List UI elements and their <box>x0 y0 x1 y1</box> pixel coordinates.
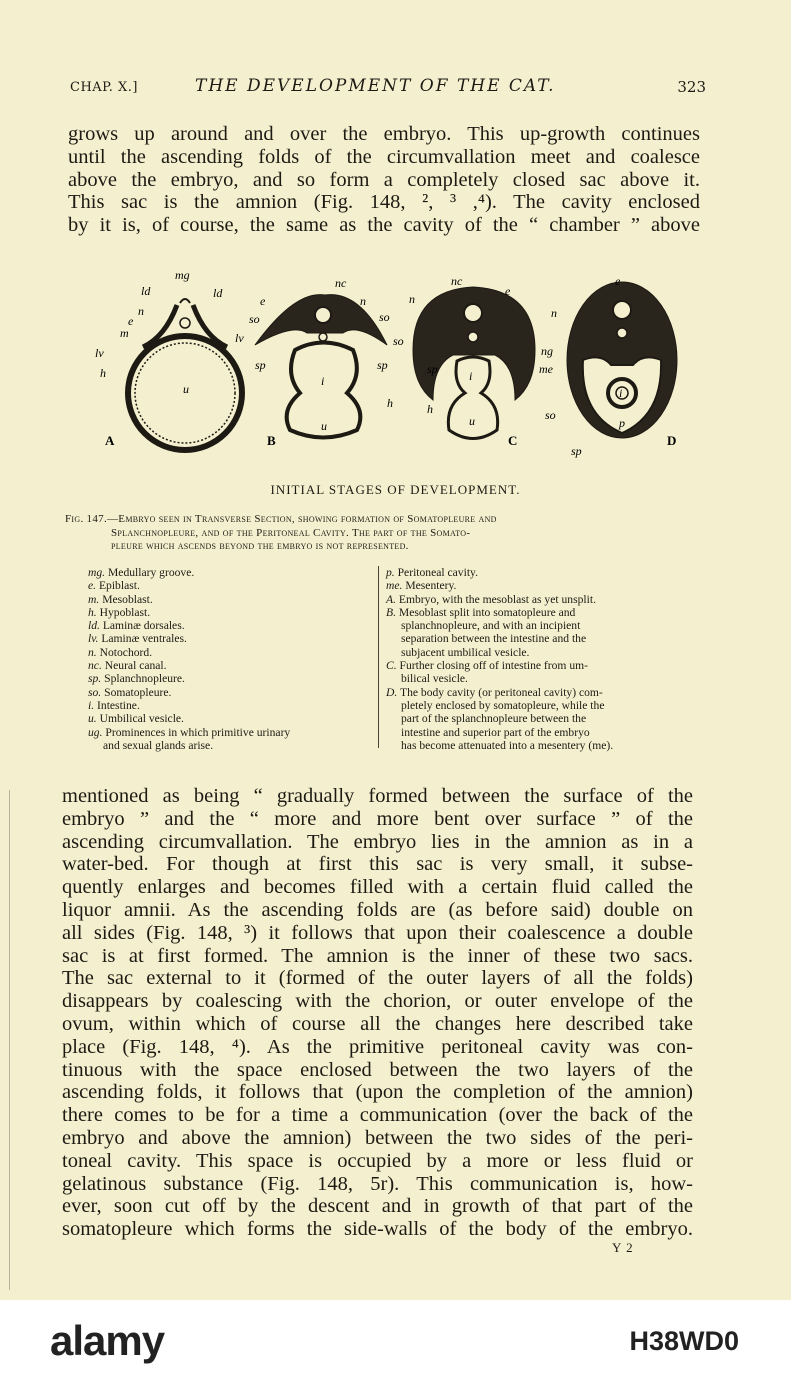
legend-text: bilical vesicle. <box>401 672 468 686</box>
legend-row <box>386 659 696 672</box>
legend-text: part of the splanchnopleure between the <box>401 712 587 726</box>
legend-text: Embryo, with the mesoblast as yet unsplit. <box>398 592 596 606</box>
legend-text: Mesoblast split into somatopleure and <box>398 605 576 619</box>
label-b-u: u <box>321 419 327 433</box>
legend-row <box>88 593 368 606</box>
panel-b-diagram <box>255 295 387 438</box>
legend-text: Notochord. <box>99 645 153 659</box>
label-d-so: so <box>545 408 556 422</box>
panel-a-diagram <box>128 299 242 450</box>
text-line: above the embryo, and so form a completely closed sac above it. <box>68 168 700 191</box>
watermark-logo: alamy <box>50 1317 165 1364</box>
label-a-lv-right: lv <box>235 331 244 345</box>
label-a-ld-right: ld <box>213 286 223 300</box>
text-line: place (Fig. 148, ⁴). As the primitive peritoneal cavity was con- <box>62 1035 693 1058</box>
body-paragraph-main <box>62 785 693 1241</box>
label-b-e: e <box>260 294 266 308</box>
legend-divider <box>378 566 379 748</box>
figure-caption <box>65 513 697 554</box>
legend-row <box>88 726 368 739</box>
margin-shadow <box>9 790 10 1290</box>
text-line: gelatinous substance (Fig. 148, 5r). This communication is, how- <box>62 1172 693 1195</box>
text-line: somatopleure which forms the side-walls of the body of the embryo. <box>62 1218 693 1241</box>
panel-d-diagram <box>567 282 677 438</box>
text-line: there comes to be for a time a communication (over the back of the <box>62 1104 693 1127</box>
legend-row <box>88 659 368 672</box>
legend-text: Medullary groove. <box>107 566 195 579</box>
legend-text: The body cavity (or peritoneal cavity) com- <box>399 685 603 699</box>
legend-text: Neural canal. <box>104 659 167 673</box>
text-line: disappears by coalescing with the chorion, or outer envelope of the <box>62 990 693 1013</box>
text-line: liquor amnii. As the ascending folds are (as before said) double on <box>62 898 693 921</box>
label-a-ld-left: ld <box>141 284 151 298</box>
legend-key: C. <box>386 659 397 673</box>
legend-row <box>386 646 696 659</box>
legend-row <box>88 619 368 632</box>
legend-row <box>386 566 696 579</box>
legend-text: splanchnopleure, and with an incipient <box>401 619 581 633</box>
label-d-n: n <box>551 306 557 320</box>
signature-mark: Y 2 <box>612 1240 634 1255</box>
label-a-panel: A <box>105 433 115 448</box>
legend-row <box>386 699 696 712</box>
label-b-h: h <box>387 396 393 410</box>
legend-key: i. <box>88 698 95 712</box>
legend-row <box>88 672 368 685</box>
legend-row <box>386 593 696 606</box>
label-c-sp: sp <box>427 362 438 376</box>
legend-row <box>88 712 368 725</box>
label-b-nc: nc <box>335 276 347 290</box>
legend-row <box>386 672 696 685</box>
embryo-section-figure <box>95 265 695 465</box>
text-line: water-bed. For though at first this sac is very small, it subse- <box>62 853 693 876</box>
legend-text: pletely enclosed by somatopleure, while the <box>401 698 605 712</box>
legend-row <box>88 632 368 645</box>
text-line: embryo and above the amnion) between the two sides of the peri- <box>62 1126 693 1149</box>
text-line: all sides (Fig. 148, ³) it follows that upon their coalescence a double <box>62 921 693 944</box>
legend-text: Umbilical vesicle. <box>99 712 184 726</box>
legend-row <box>88 699 368 712</box>
label-a-n: n <box>138 304 144 318</box>
legend-text: Intestine. <box>97 698 140 712</box>
text-line: tinuous with the space enclosed between the two layers of the <box>62 1058 693 1081</box>
running-header <box>70 76 706 104</box>
label-d-i: i <box>619 386 623 400</box>
running-title: THE DEVELOPMENT OF THE CAT. <box>195 76 556 96</box>
legend-text: Peritoneal cavity. <box>397 566 478 579</box>
page-number: 323 <box>677 78 706 96</box>
figure-title: INITIAL STAGES OF DEVELOPMENT. <box>270 482 521 497</box>
caption-line: pleure which ascends beyond the embryo is not represented. <box>111 540 409 552</box>
label-b-sp-left: sp <box>255 358 266 372</box>
legend-key: mg. <box>88 566 106 579</box>
legend-row <box>386 686 696 699</box>
legend-row <box>386 712 696 725</box>
legend-key: e. <box>88 579 97 593</box>
label-d-e: e <box>615 274 621 288</box>
legend-key: ld. <box>88 619 100 633</box>
legend-column-right <box>386 566 696 752</box>
label-b-so-right: so <box>379 310 390 324</box>
caption-line: Splanchnopleure, and of the Peritoneal Cavity. The part of the Somato- <box>111 526 471 539</box>
label-b-n: n <box>360 294 366 308</box>
legend-text: Mesoblast. <box>102 592 153 606</box>
text-line: This sac is the amnion (Fig. 148, ², ³ ,⁴). The cavity enclosed <box>68 191 700 214</box>
text-line: ovum, within which of course all the changes here described take <box>62 1012 693 1035</box>
text-line: ascending circumvallation. The embryo lies in the amnion as in a <box>62 830 693 853</box>
label-b-i: i <box>321 374 325 388</box>
legend-key: B. <box>386 605 396 619</box>
label-c-panel: C <box>508 433 518 448</box>
legend-text: has become attenuated into a mesentery (me). <box>401 738 614 752</box>
legend-row <box>88 739 368 752</box>
text-line: embryo ” and the “ more and more bent over surface ” of the <box>62 807 693 830</box>
caption-line: Fig. 147.—Embryo seen in Transverse Section, showing formation of Somatopleure and <box>65 513 497 525</box>
legend-row <box>88 579 368 592</box>
legend-key: lv. <box>88 632 99 646</box>
legend-text: Laminæ ventrales. <box>101 632 187 646</box>
legend-text: Prominences in which primitive urinary <box>105 725 291 739</box>
label-b-sp-right: sp <box>377 358 388 372</box>
text-line: sac is at first formed. The amnion is the inner of these two sacs. <box>62 944 693 967</box>
legend-row <box>88 686 368 699</box>
text-line: by it is, of course, the same as the cavity of the “ chamber ” above <box>68 214 700 237</box>
label-c-u: u <box>469 414 475 428</box>
legend-row <box>386 739 696 752</box>
legend-key: h. <box>88 605 97 619</box>
label-c-h: h <box>427 402 433 416</box>
text-line: mentioned as being “ gradually formed between the surface of the <box>62 785 693 807</box>
watermark-image-id: H38WD0 <box>629 1326 739 1356</box>
legend-text: Epiblast. <box>98 579 140 593</box>
legend-row <box>88 646 368 659</box>
text-line: quently enlarges and becomes filled with a certain fluid called the <box>62 876 693 899</box>
label-a-u: u <box>183 382 189 396</box>
legend-text: intestine and superior part of the embryo <box>401 725 590 739</box>
label-b-panel: B <box>267 433 276 448</box>
label-c-e: e <box>505 284 511 298</box>
legend-column-left <box>88 566 368 752</box>
legend-key: ug. <box>88 725 103 739</box>
legend-key: me. <box>386 579 403 593</box>
label-d-p: p <box>619 416 625 430</box>
label-a-h: h <box>100 366 106 380</box>
legend-key: u. <box>88 712 97 726</box>
text-line: ever, soon cut off by the descent and in growth of that part of the <box>62 1195 693 1218</box>
text-line: toneal cavity. This space is occupied by a more or less fluid or <box>62 1149 693 1172</box>
chapter-label: CHAP. X.] <box>70 80 139 95</box>
legend-key: sp. <box>88 672 102 686</box>
text-line: grows up around and over the embryo. This up-growth continues <box>68 123 700 145</box>
legend-text: separation between the intestine and the <box>401 632 587 646</box>
text-line: until the ascending folds of the circumvallation meet and coalesce <box>68 145 700 168</box>
label-b-so-left: so <box>249 312 260 326</box>
label-d-panel: D <box>667 433 677 448</box>
legend-text: and sexual glands arise. <box>103 738 214 752</box>
legend-text: subjacent umbilical vesicle. <box>401 645 530 659</box>
label-d-me: me <box>539 362 553 376</box>
legend-text: Hypoblast. <box>99 605 151 619</box>
legend-text: Splanchnopleure. <box>104 672 185 686</box>
legend-text: Further closing off of intestine from um- <box>399 659 589 673</box>
legend-text: Laminæ dorsales. <box>102 619 185 633</box>
text-line: ascending folds, it follows that (upon the completion of the amnion) <box>62 1081 693 1104</box>
label-a-m: m <box>120 326 129 340</box>
label-a-mg: mg <box>175 268 190 282</box>
legend-text: Mesentery. <box>405 579 457 593</box>
label-d-ng: ng <box>541 344 553 358</box>
legend-row <box>88 606 368 619</box>
legend-row <box>386 579 696 592</box>
legend-row <box>88 566 368 579</box>
legend-row <box>386 619 696 632</box>
legend-key: p. <box>386 566 395 579</box>
label-c-n: n <box>409 292 415 306</box>
label-c-so: so <box>393 334 404 348</box>
legend-key: n. <box>88 645 97 659</box>
legend-key: D. <box>386 685 398 699</box>
body-paragraph-top <box>68 123 700 237</box>
label-a-lv-left: lv <box>95 346 104 360</box>
legend-key: nc. <box>88 659 102 673</box>
legend-key: so. <box>88 685 102 699</box>
legend-key: m. <box>88 592 100 606</box>
legend-key: A. <box>386 592 396 606</box>
label-a-e: e <box>128 314 134 328</box>
text-line: The sac external to it (formed of the outer layers of all the folds) <box>62 967 693 990</box>
legend-text: Somatopleure. <box>104 685 172 699</box>
legend-row <box>386 632 696 645</box>
label-c-i: i <box>469 369 473 383</box>
legend-row <box>386 606 696 619</box>
legend-row <box>386 726 696 739</box>
label-c-nc: nc <box>451 274 463 288</box>
label-d-sp: sp <box>571 444 582 458</box>
